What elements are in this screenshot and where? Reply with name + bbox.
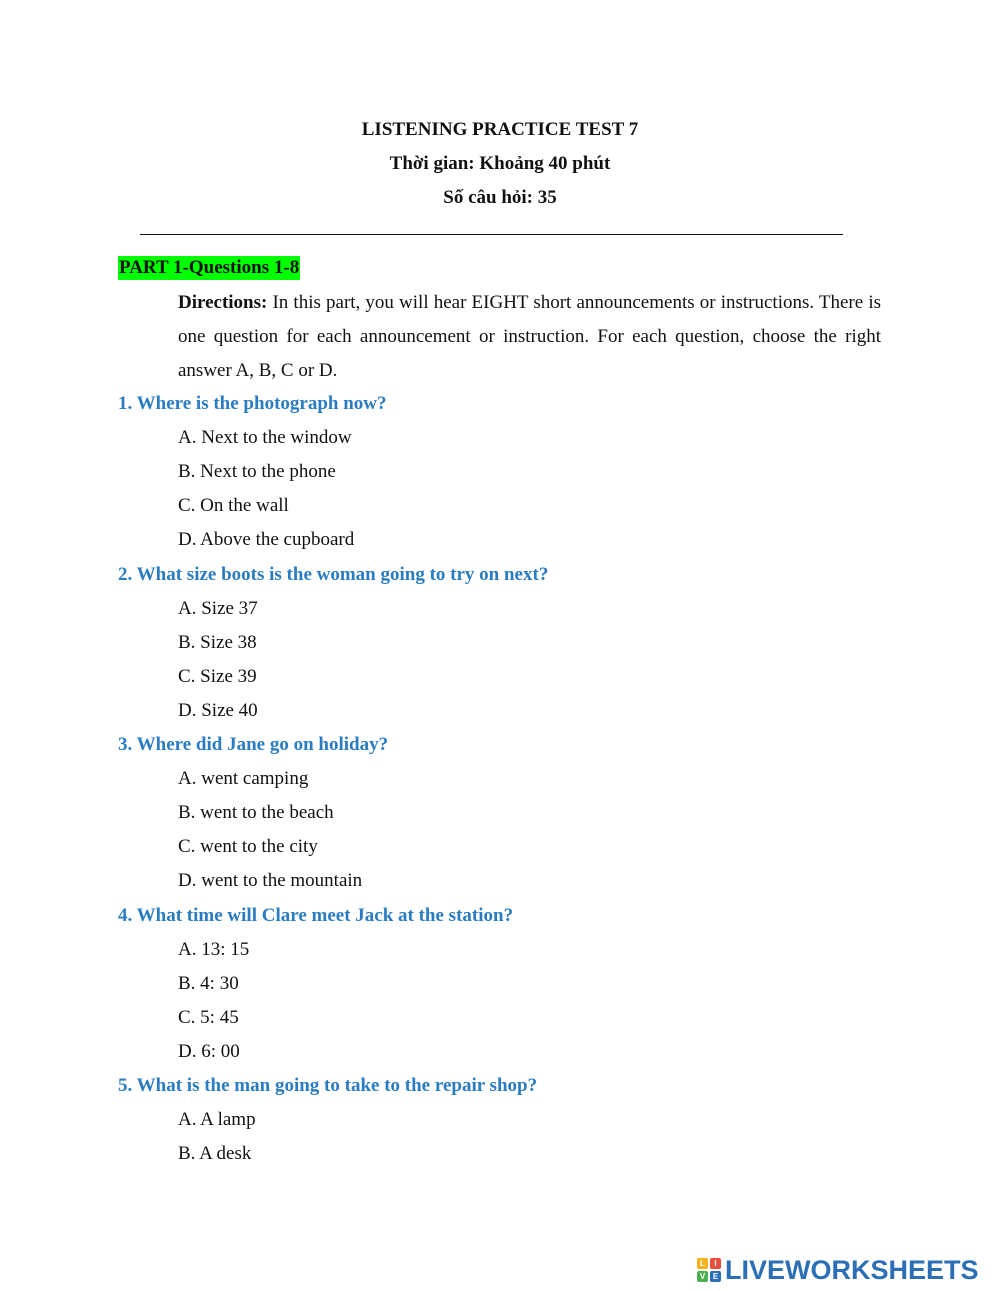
question-2-option-c[interactable]: C. Size 39 (178, 666, 257, 687)
logo-letter-l: L (697, 1258, 708, 1269)
logo-letter-i: I (710, 1258, 721, 1269)
question-3-option-c[interactable]: C. went to the city (178, 836, 318, 857)
test-title: LISTENING PRACTICE TEST 7 (361, 119, 639, 140)
directions-text: In this part, you will hear EIGHT short announcements or instructions. There is one question for each announcement or instruction. For each question, choose the right answer A, B, C or D. (178, 292, 881, 381)
liveworksheets-logo-icon (697, 1258, 721, 1282)
question-count: Số câu hỏi: 35 (443, 187, 557, 208)
question-5: 5. What is the man going to take to the repair shop? (118, 1075, 538, 1096)
question-3-option-a[interactable]: A. went camping (178, 768, 309, 789)
question-1-option-a[interactable]: A. Next to the window (178, 427, 352, 448)
question-4-option-d[interactable]: D. 6: 00 (178, 1041, 240, 1062)
question-3: 3. Where did Jane go on holiday? (118, 734, 389, 755)
question-1: 1. Where is the photograph now? (118, 393, 387, 414)
question-4-option-c[interactable]: C. 5: 45 (178, 1007, 239, 1028)
liveworksheets-logo[interactable] (697, 1255, 979, 1285)
part-heading: PART 1-Questions 1-8 (119, 257, 300, 278)
test-duration: Thời gian: Khoảng 40 phút (389, 153, 611, 174)
question-1-option-b[interactable]: B. Next to the phone (178, 461, 336, 482)
question-5-option-b[interactable]: B. A desk (178, 1143, 252, 1164)
question-4-option-a[interactable]: A. 13: 15 (178, 939, 250, 960)
question-2: 2. What size boots is the woman going to try on next? (118, 564, 549, 585)
question-4-option-b[interactable]: B. 4: 30 (178, 973, 239, 994)
question-3-option-d[interactable]: D. went to the mountain (178, 870, 363, 891)
question-5-option-a[interactable]: A. A lamp (178, 1109, 256, 1130)
question-2-option-a[interactable]: A. Size 37 (178, 598, 258, 619)
question-4: 4. What time will Clare meet Jack at the station? (118, 905, 514, 926)
question-2-option-b[interactable]: B. Size 38 (178, 632, 257, 653)
logo-letter-v: V (697, 1271, 708, 1282)
directions-label: Directions: (178, 292, 268, 313)
logo-letter-e: E (710, 1271, 721, 1282)
question-1-option-c[interactable]: C. On the wall (178, 495, 289, 516)
directions-paragraph (178, 286, 881, 388)
question-1-option-d[interactable]: D. Above the cupboard (178, 529, 355, 550)
question-2-option-d[interactable]: D. Size 40 (178, 700, 258, 721)
question-3-option-b[interactable]: B. went to the beach (178, 802, 334, 823)
liveworksheets-logo-text: LIVEWORKSHEETS (725, 1254, 979, 1285)
header-divider (140, 234, 843, 235)
